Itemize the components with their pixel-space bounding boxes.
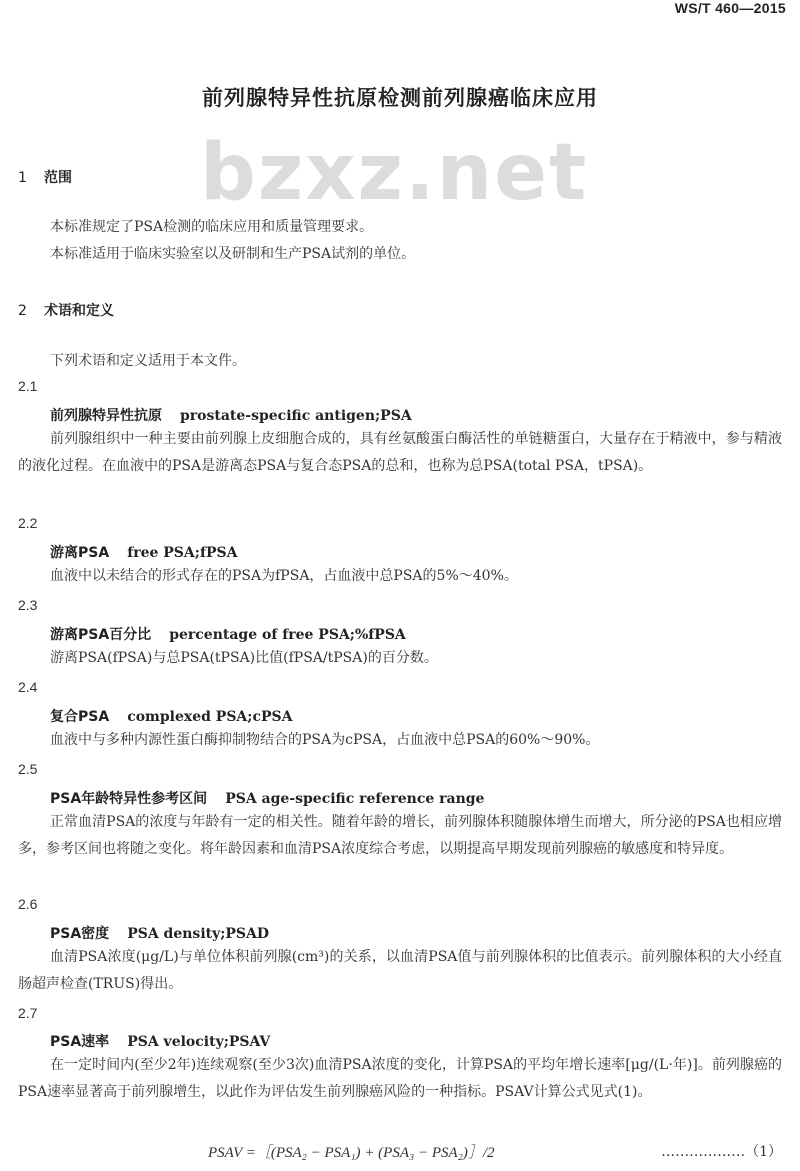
clause-number: 2.1 (18, 378, 38, 394)
definition-text: 在一定时间内(至少2年)连续观察(至少3次)血清PSA浓度的变化，计算PSA的平均年增长速率[μg/(L·年)]。前列腺癌的PSA速率显著高于前列腺增生，以此作为评估发生前列腺癌风险的一种指标。PSAV计算公式见式(1)。 (18, 1057, 782, 1100)
term-heading (50, 624, 406, 644)
formula-number: ………………（1） (661, 1144, 782, 1160)
term-en: free PSA;fPSA (127, 545, 238, 561)
definition-text: 血液中与多种内源性蛋白酶抑制物结合的PSA为cPSA，占血液中总PSA的60%～90%。 (50, 732, 600, 748)
clause-number: 2.6 (18, 896, 38, 912)
section-heading-terms (18, 300, 114, 320)
definition-text: 血清PSA浓度(μg/L)与单位体积前列腺(cm³)的关系，以血清PSA值与前列腺体积的比值表示。前列腺体积的大小经直肠超声检查(TRUS)得出。 (18, 949, 782, 992)
term-en: prostate-specific antigen;PSA (180, 408, 412, 424)
definition-text: 前列腺组织中一种主要由前列腺上皮细胞合成的，具有丝氨酸蛋白酶活性的单链糖蛋白，大量存在于精液中，参与精液的液化过程。在血液中的PSA是游离态PSA与复合态PSA的总和，也称为总PSA(total PSA，tPSA)。 (18, 431, 782, 474)
term-heading (50, 542, 237, 562)
clause-number: 2.3 (18, 597, 38, 613)
formula: PSAV =［(PSA₂ − PSA₁) + (PSA₃ − PSA₂)］/2 (208, 1145, 495, 1161)
watermark: bzxz.net (200, 128, 589, 218)
term-heading (50, 1031, 270, 1051)
section-number: 2 (18, 303, 27, 319)
clause-number: 2.4 (18, 679, 38, 695)
clause-number: 2.2 (18, 515, 38, 531)
paragraph: 本标准适用于临床实验室以及研制和生产PSA试剂的单位。 (50, 246, 416, 262)
paragraph: 下列术语和定义适用于本文件。 (50, 353, 246, 369)
term-heading (50, 923, 269, 943)
standard-code: WS/T 460—2015 (674, 0, 786, 16)
term-en: PSA age-specific reference range (225, 791, 485, 807)
definition-text: 游离PSA(fPSA)与总PSA(tPSA)比值(fPSA/tPSA)的百分数。 (50, 650, 438, 666)
term-zh: 复合PSA (50, 709, 110, 725)
term-en: PSA density;PSAD (127, 926, 270, 942)
term-zh: PSA速率 (50, 1034, 110, 1050)
definition-text: 正常血清PSA的浓度与年龄有一定的相关性。随着年龄的增长，前列腺体积随腺体增生而增大，所分泌的PSA也相应增多，参考区间也将随之变化。将年龄因素和血清PSA浓度综合考虑，以期提高早期发现前列腺癌的敏感度和特异度。 (18, 814, 782, 857)
term-heading (50, 706, 293, 726)
section-number: 1 (18, 170, 27, 186)
term-en: PSA velocity;PSAV (127, 1034, 271, 1050)
clause-number: 2.5 (18, 761, 38, 777)
clause-number: 2.7 (18, 1005, 38, 1021)
definition-text: 血液中以未结合的形式存在的PSA为fPSA，占血液中总PSA的5%～40%。 (50, 568, 518, 584)
page-title: 前列腺特异性抗原检测前列腺癌临床应用 (202, 86, 598, 110)
paragraph: 本标准规定了PSA检测的临床应用和质量管理要求。 (50, 219, 374, 235)
term-en: complexed PSA;cPSA (127, 709, 293, 725)
term-heading (50, 405, 412, 425)
section-title: 范围 (44, 170, 72, 186)
term-zh: PSA密度 (50, 926, 110, 942)
section-heading-scope (18, 167, 72, 187)
term-en: percentage of free PSA;%fPSA (169, 627, 406, 643)
term-zh: PSA年龄特异性参考区间 (50, 791, 208, 807)
term-zh: 前列腺特异性抗原 (50, 408, 162, 424)
term-zh: 游离PSA百分比 (50, 627, 152, 643)
term-heading (50, 788, 484, 808)
term-zh: 游离PSA (50, 545, 110, 561)
section-title: 术语和定义 (44, 303, 114, 319)
